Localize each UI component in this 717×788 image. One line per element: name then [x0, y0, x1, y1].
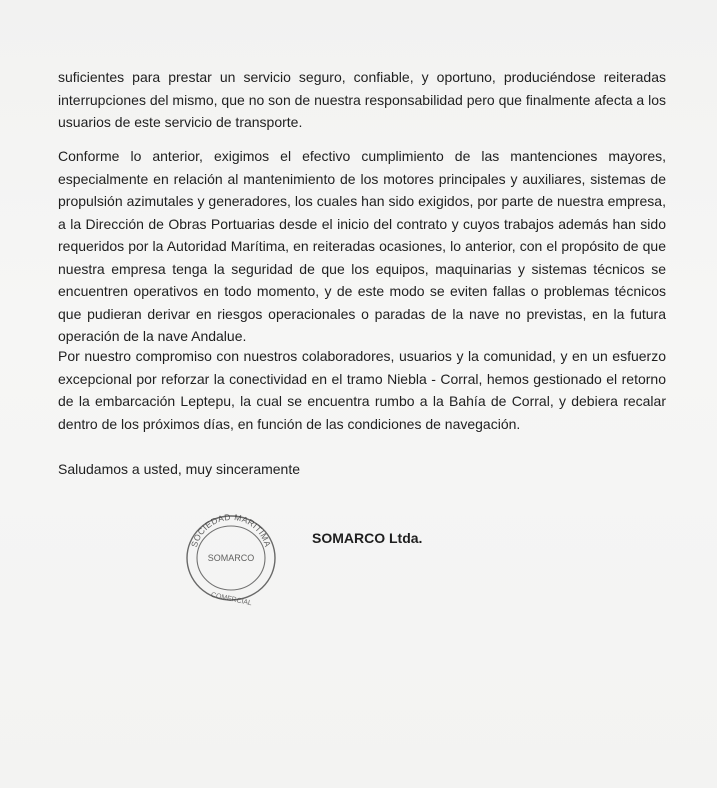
company-seal-stamp [180, 503, 280, 618]
letter-paragraph-3: Por nuestro compromiso con nuestros colaboradores, usuarios y la comunidad, y en un esfuerzo excepcional por reforzar la conectividad en el tramo Niebla - Corral, hemos gestionado el retorno de la embarcación Leptepu, la cual se encuentra rumbo a la Bahía de Corral, y debiera recalar dentro de los próximos días, en función de las condiciones de navegación. [58, 348, 666, 432]
letter-closing: Saludamos a usted, muy sinceramente [58, 461, 301, 477]
signature-company-name: SOMARCO Ltda. [312, 530, 423, 546]
letter-paragraph-2: Conforme lo anterior, exigimos el efectivo cumplimiento de las mantenciones mayores, especialmente en relación al mantenimiento de los motores principales y auxiliares, sistemas de propulsión azimutales y generadores, los cuales han sido exigidos, por parte de nuestra empresa, a la Dirección de Obras Portuarias desde el inicio del contrato y cuyos trabajos además han sido requeridos por la Autoridad Marítima, en reiteradas ocasiones, lo anterior, con el propósito de que nuestra empresa tenga la seguridad de que los equipos, maquinarias y sistemas técnicos se encuentren operativos en todo momento, y de este modo se eviten fallas o problemas técnicos que pudieran derivar en riesgos operacionales o paradas de la nave no previstas, en la futura operación de la nave Andalue. [58, 148, 666, 344]
svg-text:SOMARCO: SOMARCO [207, 553, 255, 563]
svg-text:COMERCIAL: COMERCIAL [210, 591, 253, 608]
svg-text:SOCIEDAD MARITIMA: SOCIEDAD MARITIMA [188, 511, 274, 549]
letter-paragraph-1: suficientes para prestar un servicio seguro, confiable, y oportuno, produciéndose reiteradas interrupciones del mismo, que no son de nuestra responsabilidad pero que finalmente afecta a los usuarios de este servicio de transporte. [58, 69, 666, 130]
